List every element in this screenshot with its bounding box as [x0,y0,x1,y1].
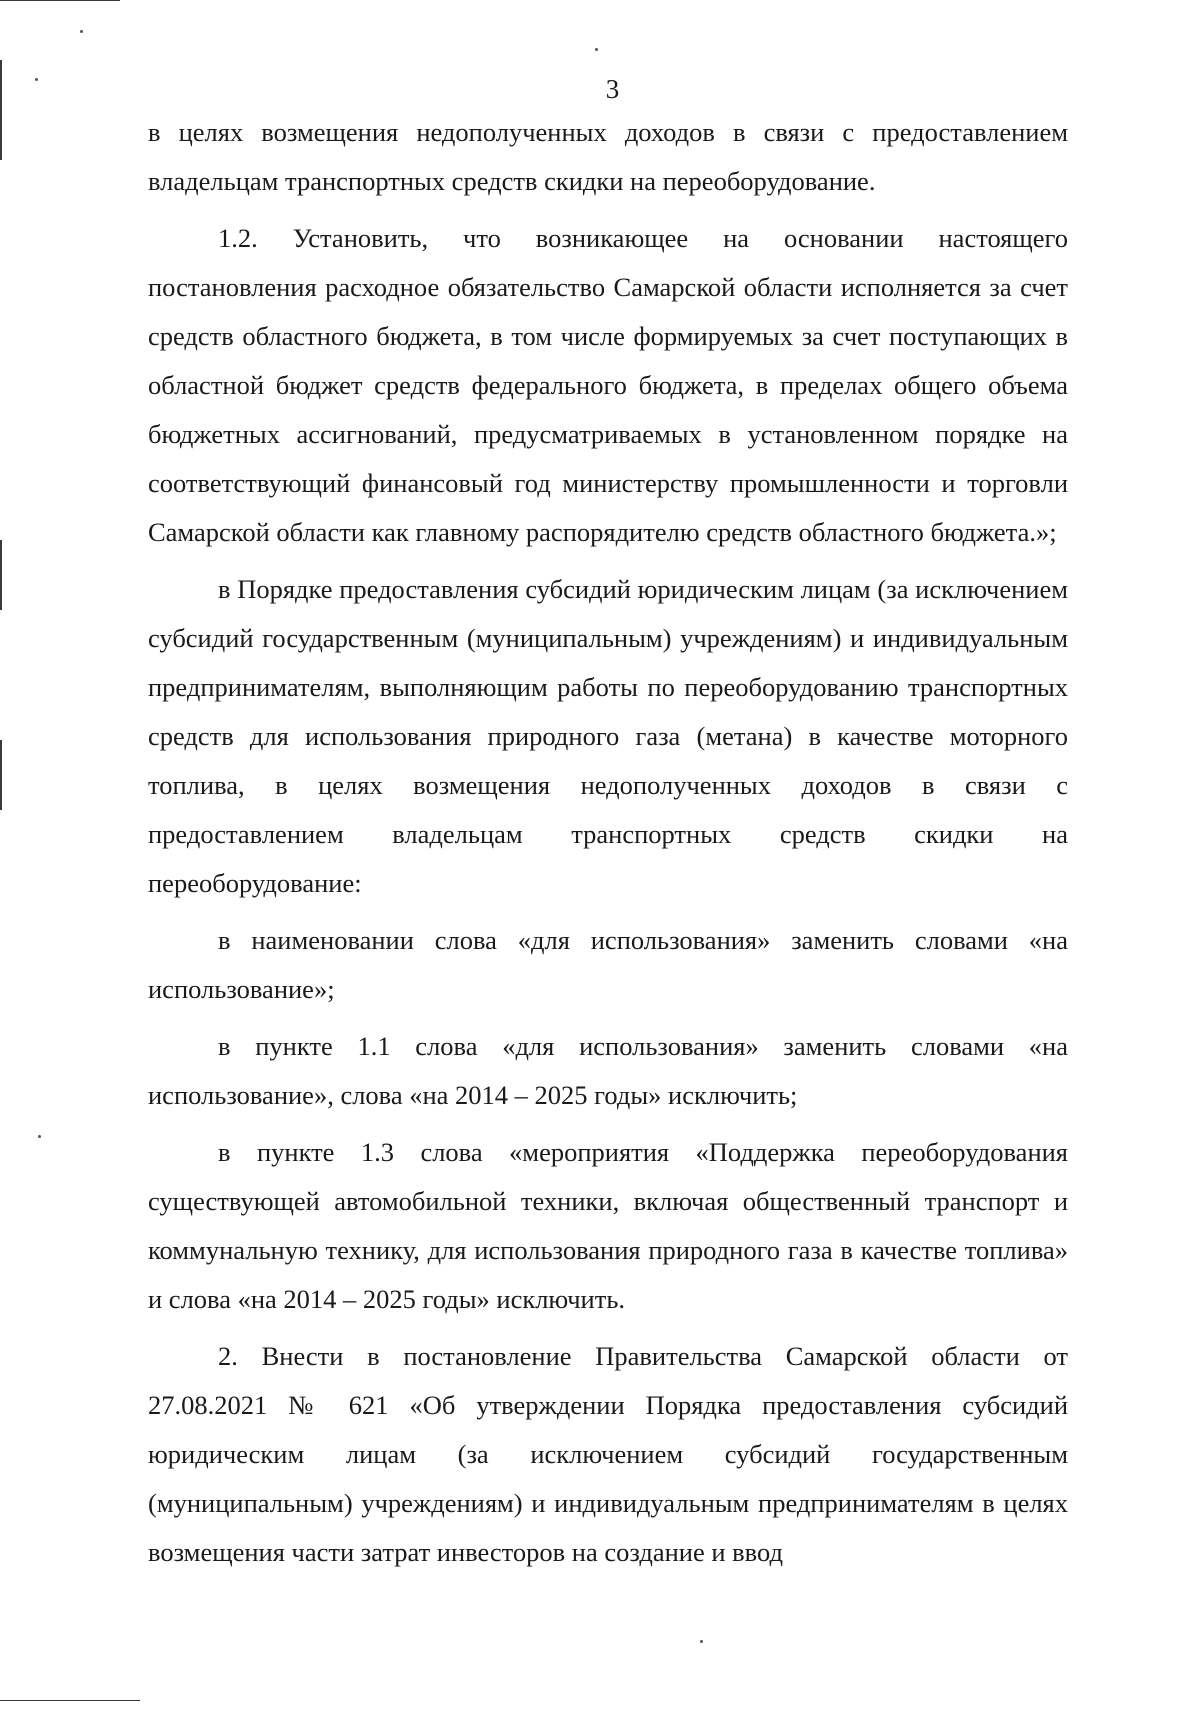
scan-speck [38,1135,41,1138]
paragraph: в наименовании слова «для использования» заменить словами «на использование»; [148,925,1068,1004]
page-number: 3 [605,74,620,104]
scan-speck [80,30,83,33]
paragraph: в пункте 1.1 слова «для использования» заменить словами «на использование», слова «на 2014 – 2025 годы» исключить; [148,1031,1068,1110]
paragraph: в целях возмещения недополученных доходов в связи с предоставлением владельцам транспортных средств скидки на переоборудование. [148,117,1068,196]
scan-edge-mark [0,0,120,1]
scan-speck [595,48,598,51]
scan-edge-mark [0,1700,140,1701]
scan-edge-mark [0,540,2,610]
paragraph: в Порядке предоставления субсидий юридическим лицам (за исключением субсидий государственным (муниципальным) учреждениям) и индивидуальным предпринимателям, выполняющим работы по переоборудованию транспортных средств для использования природного газа (метана) в качестве моторного топлива, в целях возмещения недополученных доходов в связи с предоставлением владельцам транспортных средств скидки на переоборудование: [148,574,1068,898]
paragraph: 2. Внести в постановление Правительства Самарской области от 27.08.2021 № 621 «Об утверждении Порядка предоставления субсидий юридическим лицам (за исключением субсидий государственным (муниципальным) учреждениям) и индивидуальным предпринимателям в целях возмещения части затрат инвесторов на создание и ввод [148,1341,1068,1567]
paragraph: 1.2. Установить, что возникающее на основании настоящего постановления расходное обязательство Самарской области исполняется за счет средств областного бюджета, в том числе формируемых за счет поступающих в областной бюджет средств федерального бюджета, в пределах общего объема бюджетных ассигнований, предусматриваемых в установленном порядке на соответствующий финансовый год министерству промышленности и торговли Самарской области как главному распорядителю средств областного бюджета.»; [148,223,1068,547]
scan-speck [700,1640,703,1643]
scan-edge-mark [0,740,2,810]
document-body [148,108,1068,1577]
paragraph: в пункте 1.3 слова «мероприятия «Поддержка переоборудования существующей автомобильной техники, включая общественный транспорт и коммунальную технику, для использования природного газа в качестве топлива» и слова «на 2014 – 2025 годы» исключить. [148,1137,1068,1314]
